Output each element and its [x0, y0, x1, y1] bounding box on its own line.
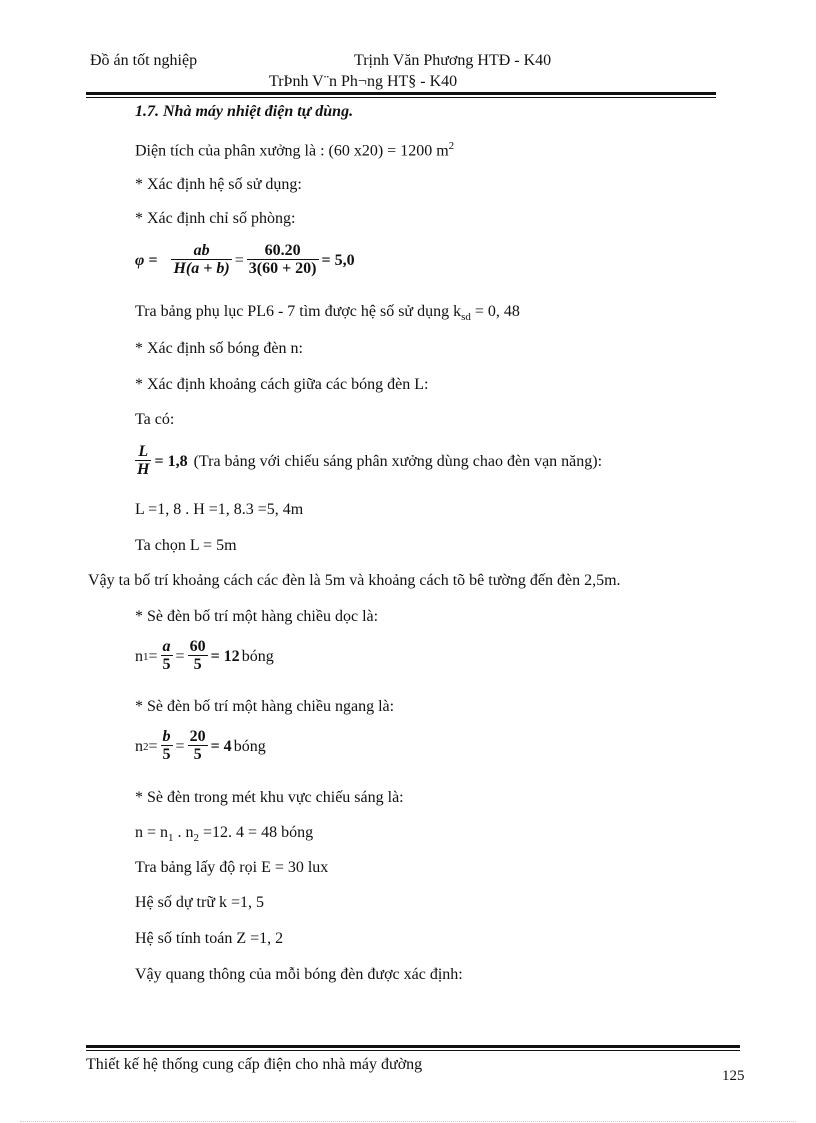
lh-note: (Tra bảng với chiếu sáng phân xưởng dùng chao đèn vạn năng): — [193, 452, 603, 470]
row-wide-heading: * Sè đèn bố trí một hàng chiều ngang là: — [135, 698, 395, 715]
l-choose: Ta chọn L = 5m — [135, 537, 237, 554]
fraction-ab: $\frac{ab}{H(a + b)}$ — [173, 242, 230, 277]
row-long-heading: * Sè đèn bố trí một hàng chiều dọc là: — [135, 608, 379, 625]
footer-rule-thick — [86, 1045, 740, 1048]
header-center: Trịnh Văn Phương HTĐ - K40 — [354, 52, 552, 69]
room-heading: * Xác định chỉ số phòng: — [135, 210, 296, 227]
area-line: Diện tích của phân xưởng là : (60 x20) = 1200 $m^2$ — [135, 140, 455, 160]
flux-heading: Vậy quang thông của mỗi bóng đèn được xác định: — [135, 966, 463, 983]
spacing-heading: * Xác định khoảng cách giữa các bóng đèn L: — [135, 376, 429, 393]
phi-lhs: φ = — [135, 251, 158, 269]
n-total: $n = n_1$ . $n_2 =12$. 4 = 48 bóng — [135, 824, 314, 845]
header-rule-thick — [86, 92, 716, 95]
lookup-line: Tra bảng phụ lục PL6 - 7 tìm được hệ số sử dụng $k_{sd} = 0$, 48 — [135, 303, 520, 324]
calc-coef-line: Hệ số tính toán Z =1, 2 — [135, 930, 284, 947]
fraction-a5: $\frac{a}{5}$ — [162, 638, 171, 673]
lh-value: = 1,8 — [154, 452, 188, 470]
ta-co: Ta có: — [135, 411, 175, 428]
l-calc: L =1, 8 . H =1, 8.3 =5, 4m — [135, 501, 304, 518]
header-left: Đồ án tốt nghiệp — [90, 52, 198, 69]
fraction-60-5: $\frac{60}{5}$ — [189, 638, 206, 673]
header-garbled: TrÞnh V¨n Ph¬ng HT§ - K40 — [269, 73, 458, 90]
fraction-numeric: $\frac{60.20}{3(60 + 20)}$ — [248, 242, 317, 277]
room-index-equation: φ = $\frac{ab}{H(a + b)}$ = $\frac{60.20}{3(60 + 20)}$ = 5,0 — [135, 242, 355, 277]
layout-text: Vậy ta bố trí khoảng cách các đèn là 5m và khoảng cách tõ bê tường đến đèn 2,5m. — [88, 572, 621, 589]
area-count-heading: * Sè đèn trong mét khu vực chiếu sáng là: — [135, 789, 404, 806]
header-rule-thin — [86, 97, 716, 98]
fraction-lh: $\frac{L}{H}$ — [137, 443, 150, 478]
fraction-20-5: $\frac{20}{5}$ — [189, 728, 206, 763]
section-title: 1.7. Nhà máy nhiệt điện tự dùng. — [135, 103, 354, 120]
footer-title: Thiết kế hệ thống cung cấp điện cho nhà máy đường — [86, 1056, 423, 1073]
usage-heading: * Xác định hệ số sử dụng: — [135, 176, 302, 193]
bottom-dotted-border — [20, 1121, 796, 1122]
reserve-line: Hệ số dự trữ k =1, 5 — [135, 894, 265, 911]
n1-equation: n 1 = $\frac{a}{5}$ = $\frac{60}{5}$ = 12 bóng — [135, 638, 274, 673]
bulb-count-heading: * Xác định số bóng đèn n: — [135, 340, 303, 357]
lh-equation — [135, 444, 602, 479]
page-number: 125 — [722, 1068, 745, 1084]
n2-equation: n 2 = $\frac{b}{5}$ = $\frac{20}{5}$ = 4 bóng — [135, 728, 266, 763]
phi-result: = 5,0 — [321, 251, 355, 269]
illumination-line: Tra bảng lấy độ rọi E = 30 lux — [135, 859, 329, 876]
footer-rule-thin — [86, 1050, 740, 1051]
fraction-b5: $\frac{b}{5}$ — [162, 728, 171, 763]
